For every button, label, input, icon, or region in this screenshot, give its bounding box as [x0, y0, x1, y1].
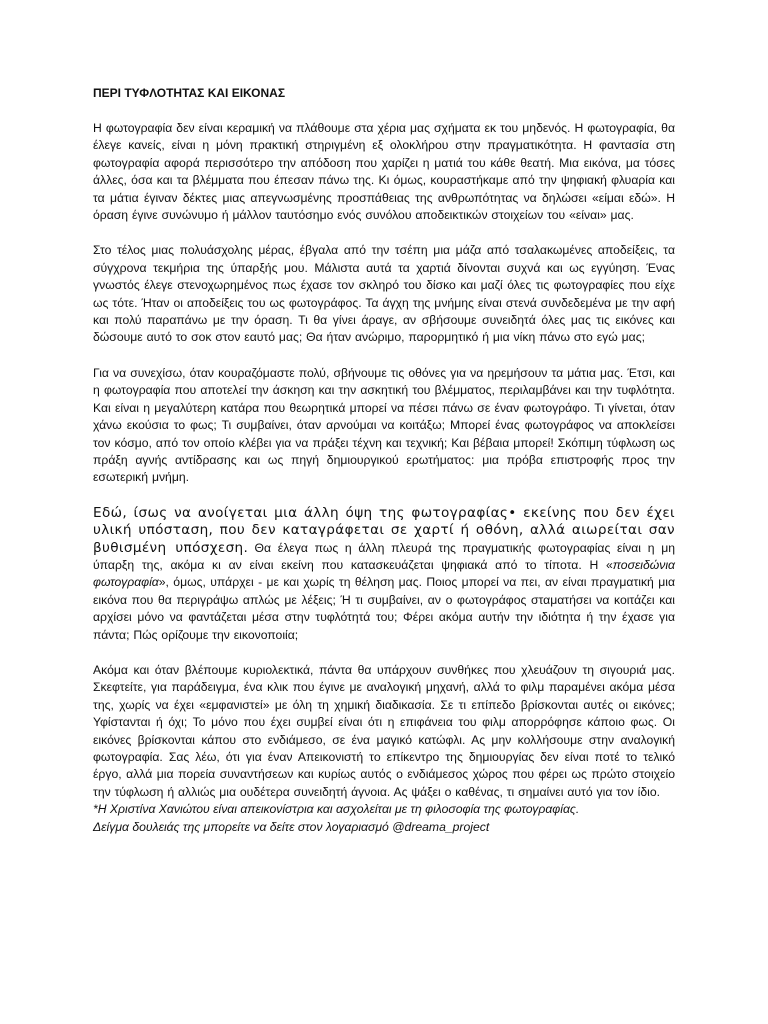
paragraph-4-italic-phrase: ποσειδώνια φωτογραφία: [93, 557, 675, 590]
document-title: ΠΕΡΙ ΤΥΦΛΟΤΗΤΑΣ ΚΑΙ ΕΙΚΟΝΑΣ: [93, 86, 286, 100]
paragraph-4: [93, 505, 675, 644]
paragraph-4-lead-end: .: [243, 539, 248, 556]
paragraph-4-text-b: », όμως, υπάρχει - με και χωρίς τη θέληση μας. Ποιος μπορεί να πει, αν είναι πραγματική μια εικόνα που θα περιγράψω απλώς με λέξεις; Ή τι συμβαίνει, αν ο φωτογράφος σταματήσει να κοιτάζει και αρχίσει μόνο να φαντάζεται μέσα στην τυφλότητά του; Φέρει ακόμα αυτήν την ιδιότητα ή την έχασε για πάντα; Πώς ορίζουμε την εικονοποιία;: [93, 575, 675, 642]
paragraph-4-text-a: Θα έλεγα πως η άλλη πλευρά της πραγματικής φωτογραφίας είναι η μη ύπαρξη της, ακόμα κι αν είναι εκείνη που κατασκευάζεται ψηφιακά από το τίποτα. Η «: [93, 540, 675, 572]
footnote-line-1: *Η Χριστίνα Χανιώτου είναι απεικονίστρια και ασχολείται με τη φιλοσοφία της φωτογραφίας.: [93, 802, 580, 817]
paragraph-2: Στο τέλος μιας πολυάσχολης μέρας, έβγαλα από την τσέπη μια μάζα από τσαλακωμένες αποδείξεις, τα σύγχρονα τεκμήρια της ύπαρξής μου. Μάλιστα αυτά τα χαρτιά δίνονται συχνά και ως εγγύηση. Ένας γνωστός έλεγε στενοχωρημένος πως έχασε τον σκληρό του δίσκο και μαζί όλες τις φωτογραφίες που είχε ως τότε. Ήταν οι αποδείξεις του ως φωτογράφος. Τα άγχη της μνήμης είναι στενά συνδεδεμένα με την αφή και πολύ παραπάνω με την όραση. Τι θα γίνει άραγε, αν σβήσουμε συνειδητά όλες μας τις εικόνες και δώσουμε αυτό το σοκ στον εαυτό μας; Θα ήταν ανώριμο, παρορμητικό ή μια νίκη πάνω στο εγώ μας;: [93, 243, 675, 345]
paragraph-1: Η φωτογραφία δεν είναι κεραμική να πλάθουμε στα χέρια μας σχήματα εκ του μηδενός. Η φωτογραφία, θα έλεγε κανείς, είναι η μόνη πρακτική στηριγμένη εξ ολοκλήρου στην πραγματικότητα. Η φαντασία στη φωτογραφία αφορά περισσότερο την απόδοση που χαρίζει η ματιά του κάθε θεατή. Μια εικόνα, μα τόσες άλλες, όσα και τα βλέμματα που έπεσαν πάνω της. Κι όμως, κουραστήκαμε από την ψηφιακή φλυαρία και τα μάτια έγιναν δέκτες μιας απεγνωσμένης προσπάθειας της ανθρωπότητας να δηλώσει «είμαι εδώ». Η όραση έγινε συνώνυμο ή μάλλον ταυτόσημο ενός συνόλου αποδεικτικών στοιχείων του «είναι» μας.: [93, 121, 675, 223]
paragraph-4-lead: Εδώ, ίσως να ανοίγεται μια άλλη όψη της φωτογραφίας• εκείνης που δεν έχει υλική υπόσταση, που δεν καταγράφεται σε χαρτί ή οθόνη, αλλά αιωρείται σαν βυθισμένη υπόσχεση: [93, 504, 675, 556]
paragraph-3: Για να συνεχίσω, όταν κουραζόμαστε πολύ, σβήνουμε τις οθόνες για να ηρεμήσουν τα μάτια μας. Έτσι, και η φωτογραφία που αποτελεί την άσκηση και την ασκητική του βλέμματος, περιλαμβάνει και την τυφλότητα. Και είναι η μεγαλύτερη κατάρα που θεωρητικά μπορεί να πέσει πάνω σε έναν φωτογράφο. Τι γίνεται, όταν χάνω εκούσια το φως; Τι συμβαίνει, όταν αρνούμαι να κοιτάξω; Μπορεί ένας φωτογράφος να αποκλείσει τον κόσμο, από τον οποίο κλέβει για να πράξει τέχνη και τεχνική; Και βέβαια μπορεί! Σκόπιμη τύφλωση ως πράξη αγνής αντίδρασης και ως πηγή δημιουργικού ερωτήματος: μια πρόβα επιστροφής προς την εσωτερική μνήμη.: [93, 365, 675, 485]
document-page: [93, 84, 675, 836]
footnote-line-2: Δείγμα δουλειάς της μπορείτε να δείτε στον λογαριασμό @dreama_project: [93, 819, 490, 834]
paragraph-5: Ακόμα και όταν βλέπουμε κυριολεκτικά, πάντα θα υπάρχουν συνθήκες που χλευάζουν τη σιγουριά μας. Σκεφτείτε, για παράδειγμα, ένα κλικ που έγινε με αναλογική μηχανή, αλλά το φιλμ παραμένει ακόμα μέσα της, χωρίς να έχει «εμφανιστεί» με όλη τη χημική διαδικασία. Σε τι επίπεδο βρίσκονται αυτές οι εικόνες; Υφίστανται ή όχι; Το μόνο που έχει συμβεί είναι ότι η επιφάνεια του φιλμ απορρόφησε κάποιο φως. Οι εικόνες βρίσκονται κάπου στο ενδιάμεσο, σε ένα μαγικό κατώφλι. Ας μην κολλήσουμε στην αναλογική φωτογραφία. Σας λέω, ότι για έναν Απεικονιστή το επίκεντρο της δημιουργίας δεν είναι ποτέ το τελικό έργο, αλλά μια πορεία συναντήσεων και κυρίως αυτός ο ενδιάμεσος χώρος που φέρει ως πρώτο στοιχείο την τύφλωση ή αλλιώς μια ουδέτερα συνειδητή άγνοια. Ας ψάξει ο καθένας, τι σημαίνει αυτό για τον ίδιο.: [93, 662, 675, 799]
author-footnote: [93, 801, 675, 836]
